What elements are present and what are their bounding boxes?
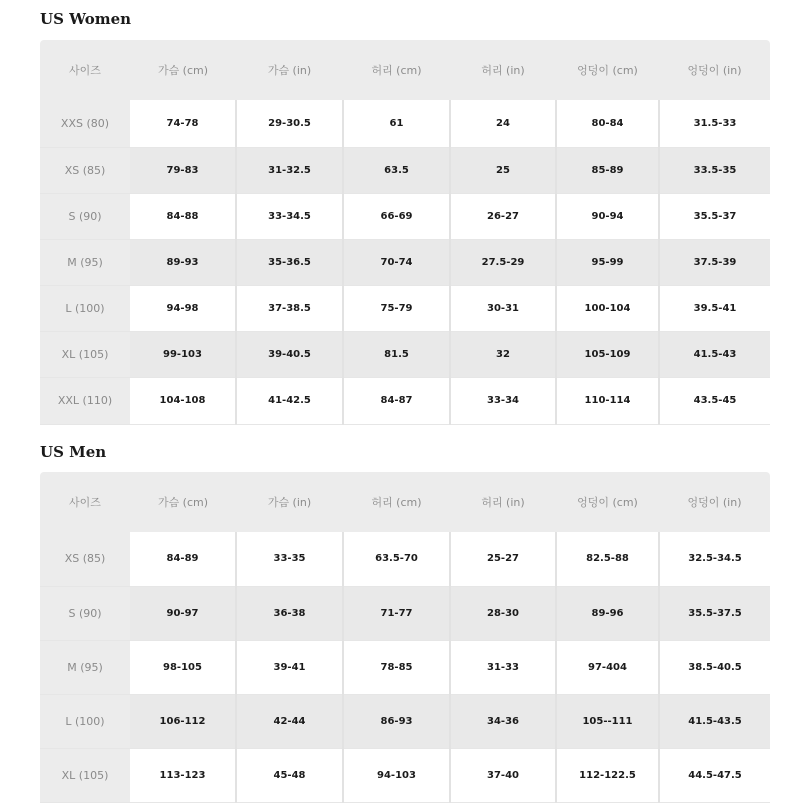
hip-cm-cell: 110-114 bbox=[556, 377, 659, 424]
header-chest-cm: 가슴 (cm) bbox=[157, 496, 209, 509]
hip-in-cell: 37.5-39 bbox=[659, 239, 770, 285]
hip-cm-cell: 82.5-88 bbox=[556, 532, 659, 586]
waist-in-cell: 33-34 bbox=[450, 377, 556, 424]
hip-in-cell: 35.5-37 bbox=[659, 193, 770, 239]
waist-in-cell: 31-33 bbox=[450, 640, 556, 694]
size-label: S (90) bbox=[40, 193, 130, 239]
hip-in-cell: 39.5-41 bbox=[659, 285, 770, 331]
hip-in-cell: 43.5-45 bbox=[659, 377, 770, 424]
chest-cm-cell: 94-98 bbox=[130, 285, 236, 331]
waist-cm-cell: 86-93 bbox=[343, 694, 450, 748]
header-waist-cm: 허리 (cm) bbox=[371, 64, 422, 77]
women-size-table bbox=[40, 40, 770, 425]
size-label: XS (85) bbox=[40, 532, 130, 586]
waist-in-cell: 24 bbox=[450, 100, 556, 147]
table-row bbox=[40, 285, 770, 331]
header-hip-in: 엉덩이 (in) bbox=[687, 496, 742, 509]
waist-cm-cell: 63.5 bbox=[343, 147, 450, 193]
header-size: 사이즈 bbox=[69, 64, 101, 77]
chest-in-cell: 45-48 bbox=[236, 748, 343, 802]
size-label: M (95) bbox=[40, 640, 130, 694]
header-chest-cm: 가슴 (cm) bbox=[157, 64, 209, 77]
chest-in-cell: 39-41 bbox=[236, 640, 343, 694]
waist-cm-cell: 66-69 bbox=[343, 193, 450, 239]
table-row bbox=[40, 147, 770, 193]
waist-in-cell: 34-36 bbox=[450, 694, 556, 748]
table-row bbox=[40, 748, 770, 802]
chest-cm-cell: 98-105 bbox=[130, 640, 236, 694]
header-waist-in: 허리 (in) bbox=[481, 64, 525, 77]
hip-in-cell: 31.5-33 bbox=[659, 100, 770, 147]
waist-in-cell: 25 bbox=[450, 147, 556, 193]
size-label: XXL (110) bbox=[40, 377, 130, 424]
hip-cm-cell: 85-89 bbox=[556, 147, 659, 193]
table-row bbox=[40, 586, 770, 640]
size-label: M (95) bbox=[40, 239, 130, 285]
waist-in-cell: 32 bbox=[450, 331, 556, 377]
chest-cm-cell: 99-103 bbox=[130, 331, 236, 377]
waist-in-cell: 25-27 bbox=[450, 532, 556, 586]
header-waist-cm: 허리 (cm) bbox=[371, 496, 422, 509]
waist-cm-cell: 94-103 bbox=[343, 748, 450, 802]
hip-cm-cell: 80-84 bbox=[556, 100, 659, 147]
chest-in-cell: 33-34.5 bbox=[236, 193, 343, 239]
table-row bbox=[40, 239, 770, 285]
chest-in-cell: 35-36.5 bbox=[236, 239, 343, 285]
chest-in-cell: 42-44 bbox=[236, 694, 343, 748]
hip-cm-cell: 89-96 bbox=[556, 586, 659, 640]
hip-cm-cell: 95-99 bbox=[556, 239, 659, 285]
chest-cm-cell: 106-112 bbox=[130, 694, 236, 748]
hip-in-cell: 33.5-35 bbox=[659, 147, 770, 193]
chest-in-cell: 39-40.5 bbox=[236, 331, 343, 377]
men-section-title: US Men bbox=[40, 443, 107, 461]
size-label: L (100) bbox=[40, 285, 130, 331]
table-row bbox=[40, 640, 770, 694]
waist-cm-cell: 75-79 bbox=[343, 285, 450, 331]
chest-cm-cell: 74-78 bbox=[130, 100, 236, 147]
chest-cm-cell: 79-83 bbox=[130, 147, 236, 193]
hip-cm-cell: 105--111 bbox=[556, 694, 659, 748]
hip-cm-cell: 97-404 bbox=[556, 640, 659, 694]
size-label: L (100) bbox=[40, 694, 130, 748]
size-label: XS (85) bbox=[40, 147, 130, 193]
header-chest-in: 가슴 (in) bbox=[267, 496, 312, 509]
waist-cm-cell: 70-74 bbox=[343, 239, 450, 285]
header-hip-cm: 엉덩이 (cm) bbox=[577, 496, 638, 509]
waist-in-cell: 26-27 bbox=[450, 193, 556, 239]
waist-cm-cell: 84-87 bbox=[343, 377, 450, 424]
size-label: S (90) bbox=[40, 586, 130, 640]
header-hip-in: 엉덩이 (in) bbox=[687, 64, 742, 77]
waist-cm-cell: 81.5 bbox=[343, 331, 450, 377]
chest-in-cell: 29-30.5 bbox=[236, 100, 343, 147]
size-label: XXS (80) bbox=[40, 100, 130, 147]
table-header-row bbox=[40, 472, 770, 532]
waist-in-cell: 37-40 bbox=[450, 748, 556, 802]
size-label: XL (105) bbox=[40, 748, 130, 802]
table-row bbox=[40, 100, 770, 147]
hip-in-cell: 41.5-43 bbox=[659, 331, 770, 377]
waist-cm-cell: 63.5-70 bbox=[343, 532, 450, 586]
hip-cm-cell: 105-109 bbox=[556, 331, 659, 377]
header-chest-in: 가슴 (in) bbox=[267, 64, 312, 77]
chest-in-cell: 36-38 bbox=[236, 586, 343, 640]
hip-cm-cell: 100-104 bbox=[556, 285, 659, 331]
hip-cm-cell: 112-122.5 bbox=[556, 748, 659, 802]
waist-cm-cell: 61 bbox=[343, 100, 450, 147]
hip-in-cell: 32.5-34.5 bbox=[659, 532, 770, 586]
chest-cm-cell: 113-123 bbox=[130, 748, 236, 802]
hip-in-cell: 38.5-40.5 bbox=[659, 640, 770, 694]
chest-cm-cell: 84-89 bbox=[130, 532, 236, 586]
chest-cm-cell: 89-93 bbox=[130, 239, 236, 285]
hip-in-cell: 41.5-43.5 bbox=[659, 694, 770, 748]
header-size: 사이즈 bbox=[69, 496, 101, 509]
chest-cm-cell: 104-108 bbox=[130, 377, 236, 424]
size-label: XL (105) bbox=[40, 331, 130, 377]
chest-in-cell: 31-32.5 bbox=[236, 147, 343, 193]
header-waist-in: 허리 (in) bbox=[481, 496, 525, 509]
women-section-title: US Women bbox=[40, 10, 132, 28]
hip-cm-cell: 90-94 bbox=[556, 193, 659, 239]
waist-cm-cell: 78-85 bbox=[343, 640, 450, 694]
table-row bbox=[40, 377, 770, 424]
table-row bbox=[40, 193, 770, 239]
chest-cm-cell: 84-88 bbox=[130, 193, 236, 239]
waist-cm-cell: 71-77 bbox=[343, 586, 450, 640]
header-hip-cm: 엉덩이 (cm) bbox=[577, 64, 638, 77]
hip-in-cell: 35.5-37.5 bbox=[659, 586, 770, 640]
chest-in-cell: 33-35 bbox=[236, 532, 343, 586]
chest-in-cell: 37-38.5 bbox=[236, 285, 343, 331]
chest-in-cell: 41-42.5 bbox=[236, 377, 343, 424]
waist-in-cell: 28-30 bbox=[450, 586, 556, 640]
men-size-table bbox=[40, 472, 770, 803]
table-row bbox=[40, 532, 770, 586]
table-row bbox=[40, 694, 770, 748]
table-header-row bbox=[40, 40, 770, 100]
waist-in-cell: 30-31 bbox=[450, 285, 556, 331]
table-row bbox=[40, 331, 770, 377]
hip-in-cell: 44.5-47.5 bbox=[659, 748, 770, 802]
chest-cm-cell: 90-97 bbox=[130, 586, 236, 640]
waist-in-cell: 27.5-29 bbox=[450, 239, 556, 285]
